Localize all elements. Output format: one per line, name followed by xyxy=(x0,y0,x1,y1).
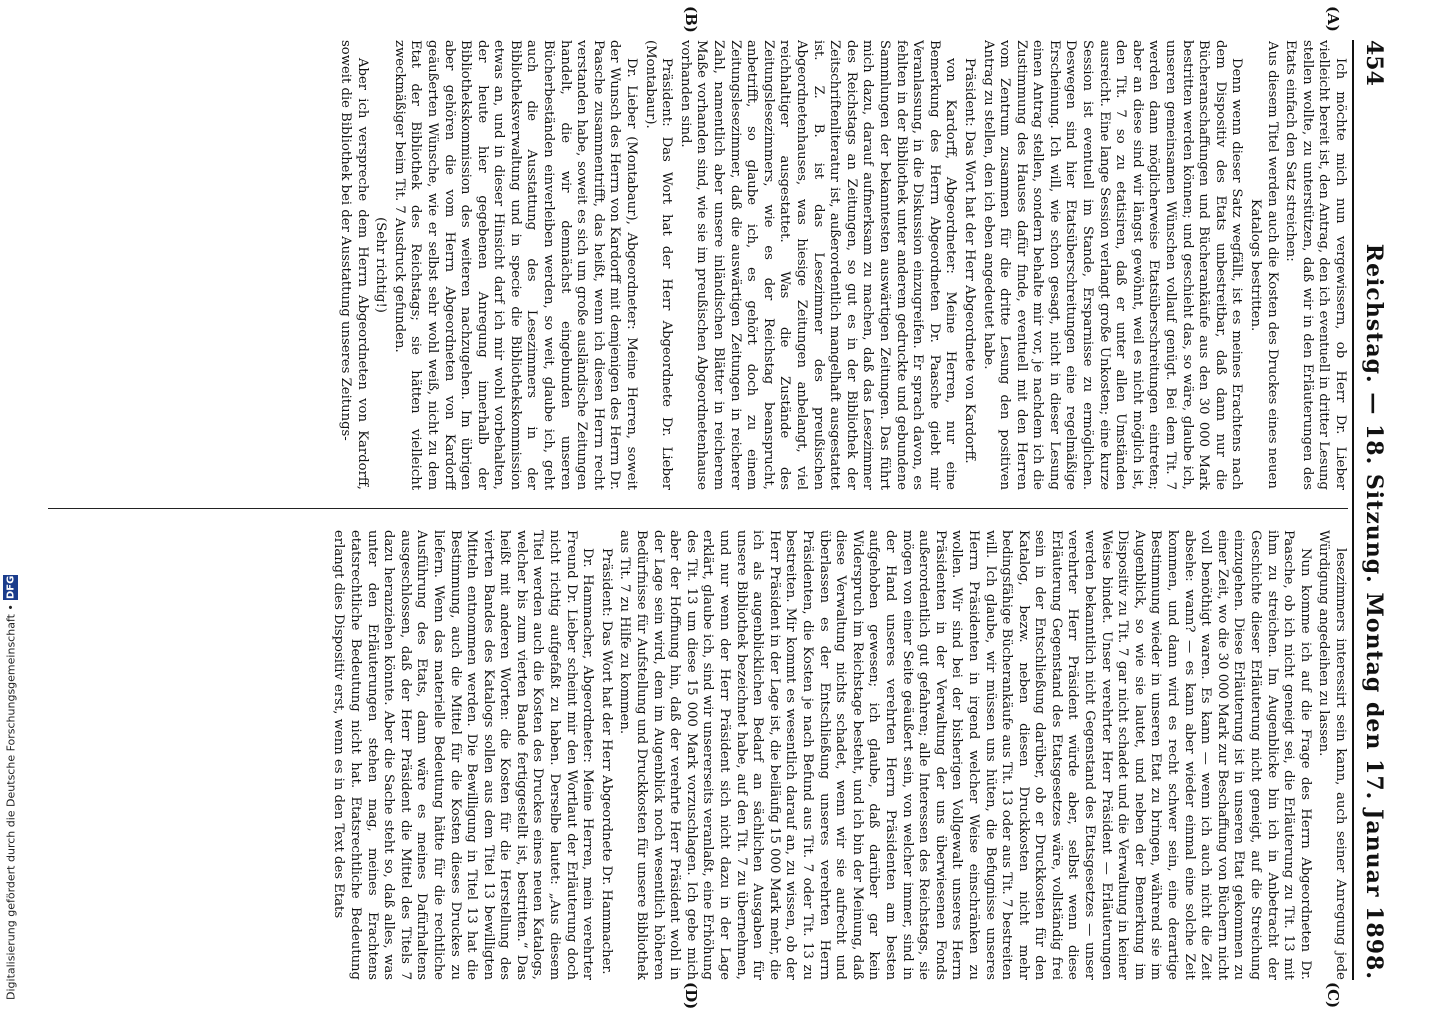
digitization-credit xyxy=(0,0,22,1000)
column-divider xyxy=(48,508,1348,509)
page-number: 454 xyxy=(1361,40,1387,86)
paragraph: Denn wenn dieser Satz wegfällt, ist es meines Erachtens nach dem Dispositiv des Etats unbestreitbar, daß dann nur die Bücheranschaffungen und Bücherankäufe aus den 30 000 Mark bestritten werden können; und geschieht das, so wäre, glaube ich, unseren gemeinsamen Wünschen vollauf genügt. Bei dem Tit. 7 werden dann möglicherweise Etatsüberschreitungen eintreten; aber an diese sind wir längst gewöhnt, weil es nicht möglich ist, den Tit. 7 so zu etatisiren, daß er unter allen Umständen ausreicht. Eine lange Session verlangt große Unkosten; eine kurze Session ist eventuell im Stande, Ersparnisse zu ermöglichen. Deswegen sind hier Etatsüberschreitungen eine regelmäßige Erscheinung. Ich will, wie schon gesagt, nicht in dieser Lesung einen Antrag stellen, sondern behalte mir vor, je nachdem ich die Zustimmung des Hauses dafür finde, eventuell mit den Herren vom Zentrum zusammen für die dritte Lesung den positiven Antrag zu stellen, den ich eben angedeutet habe. xyxy=(980,40,1245,490)
margin-marker-d: (D) xyxy=(682,982,700,1009)
dfg-logo: DFG xyxy=(5,575,17,600)
margin-marker-b: (B) xyxy=(682,6,700,33)
speaker-paragraph: Präsident: Das Wort hat der Herr Abgeordnete Dr. Hammacher. xyxy=(598,548,614,975)
paragraph: Ich möchte mich nun vergewissern, ob Herr Dr. Lieber vielleicht bereit ist, den Antrag, den ich eventuell in dritter Lesung stellen wollte, zu unterstützen, daß wir in den Erläuterungen des Etats einfach den Satz streichen: xyxy=(1283,40,1348,490)
paragraph: Dr. Hammacher, Abgeordneter: Meine Herren, mein verehrter Freund Dr. Lieber scheint mir den Wortlaut der Erläuterung doch nicht richtig aufgefaßt zu haben. Derselbe lautet: „Aus diesem Titel werden auch die Kosten des Druckes eines neuen Katalogs, welcher bis zum vierten Bande fertiggestellt ist, bestritten.“ Das heißt mit anderen Worten: die Kosten für die Herstellung des vierten Bandes des Katalogs sollen aus dem Titel 13 bewilligten Mitteln entnommen werden. Die Bewilligung in Titel 13 hat die Bestimmung, auch die Mittel für die Kosten dieses Druckes zu liefern. Wenn das materielle Bedeutung hätte für die rechtliche Ausführung des Etats, dann wäre es meines Dafürhaltens ausgeschlossen, daß der Herr Präsident die Mittel des Titels 7 dazu heranziehen könnte. Aber die Sache steht so, daß alles, was unter den Erläuterungen stehen mag, meines Erachtens etatsrechtliche Bedeutung nicht hat. Etatsrechtliche Bedeutung erlangt dies Dispositiv erst, wenn es in den Text des Etats xyxy=(331,530,596,980)
right-column xyxy=(48,530,1348,980)
paragraph: Aber ich verspreche dem Herrn Abgeordneten von Kardorff, soweit die Bibliothek bei der Ausstattung unseres Zeitungs- xyxy=(337,40,370,490)
credit-text: Digitalisierung gefördert durch die Deutsche Forschungsgemeinschaft • xyxy=(4,604,18,1000)
speaker-paragraph: Präsident: Das Wort hat der Herr Abgeordnete von Kardorff. xyxy=(961,58,977,464)
quoted-line: Aus diesem Titel werden auch die Kosten des Druckes eines neuen Katalogs bestritten. xyxy=(1248,41,1280,489)
margin-marker-c: (C) xyxy=(1324,982,1342,1009)
paragraph: von Kardorff, Abgeordneter: Meine Herren, nur eine Bemerkung des Herrn Abgeordneten Dr. Paasche giebt mir Veranlassung, in die Diskussion einzugreifen. Er sprach davon, es fehlten in der Bibliothek unter anderem gedruckte und gebundene Sammlungen der bekanntesten auswärtigen Zeitungen. Das führt mich dazu, darauf aufmerksam zu machen, daß das Lesezimmer des Reichstags an Zeitungen, so gut es in der Bibliothek der Zeitschriftenliteratur ist, außerordentlich mangelhaft ausgestattet ist. Z. B. ist das Lesezimmer des preußischen Abgeordnetenhauses, was hiesige Zeitungen anbelangt, viel reichhaltiger ausgestattet. Was die Zustände des Zeitungslesezimmers, wie es der Reichstag beansprucht, anbetrifft, so glaube ich, es gehört doch zu einem Zeitungslesezimmer, daß die auswärtigen Zeitungen in reicherer Zahl, namentlich aber unsere inländischen Blätter in reicherem Maße vorhanden sind, wie sie im preußischen Abgeordnetenhause vorhanden sind. xyxy=(677,40,959,490)
page-title: Reichstag. — 18. Sitzung. Montag den 17. Januar 1898. xyxy=(1361,243,1387,980)
margin-marker-a: (A) xyxy=(1324,6,1342,32)
page-header xyxy=(1352,40,1394,980)
paragraph: lesezimmers interessirt sein kann, auch seiner Anregung jede Würdigung angedeihen zu lassen. xyxy=(1316,530,1348,980)
interjection: (Sehr richtig!) xyxy=(373,217,389,313)
paragraph: Dr. Lieber (Montabaur), Abgeordneter: Meine Herren, soweit der Wunsch des Herrn von Kardorff mit demjenigen des Herrn Dr. Paasche zusammentrifft, das heißt, wenn ich diesen Herrn recht verstanden habe, soweit es sich um große ausländische Zeitungen handelt, die wir demnächst eingebunden unseren Bücherbeständen einverleiben werden, so weit, glaube ich, geht auch die Ausstattung des Lesezimmers in der Bibliotheksverwaltung und in specie die Bibliothekskommission etwas an, und in dieser Hinsicht darf ich mir wohl vorbehalten, der heute hier gegebenen Anregung innerhalb der Bibliothekskommission des weiteren nachzugehen. Im übrigen aber gehören die vom Herrn Abgeordneten von Kardorff geäußerten Wünsche, wie er selbst sehr wohl weiß, nicht zu dem Etat der Bibliothek des Reichstags; sie hätten vielleicht zweckmäßiger beim Tit. 7 Ausdruck gefunden. xyxy=(391,40,640,490)
paragraph: Nun komme ich auf die Frage des Herrn Abgeordneten Dr. Paasche, ob ich nicht geneigt sei, die Erläuterung zu Tit. 13 mit ihm zu streichen. Im Augenblicke bin ich in Anbetracht der Geschichte dieser Erläuterung nicht geneigt, auf die Streichung einzugehen. Diese Erläuterung ist in unseren Etat gekommen zu einer Zeit, wo die 30 000 Mark zur Beschaffung von Büchern nicht voll benöthigt waren. Es kann — wenn ich auch nicht die Zeit absehe: wann? — es kann aber wieder einmal eine solche Zeit kommen, und dann wird es recht schwer sein, eine derartige Bestimmung wieder in unseren Etat zu bringen, während sie im Augenblick, so wie sie lautet, und neben der Bemerkung im Dispositiv zu Tit. 7 gar nicht schadet und die Verwaltung in keiner Weise bindet. Unser verehrter Herr Präsident — Erläuterungen werden bekanntlich nicht Gegenstand des Etatsgesetzes — unser verehrter Herr Präsident würde aber, selbst wenn diese Erläuterung Gegenstand des Etatsgesetzes wäre, vollständig frei sein in der Entschließung darüber, ob er Druckkosten für den Katalog, bezw. neben diesen Druckkosten nicht mehr bedingsfähige Bücherankäufe aus Tit. 13 oder aus Tit. 7 bestreiten will. Ich glaube, wir müssen uns hüten, die Befugnisse unseres Herrn Präsidenten in irgend welcher Weise einschränken zu wollen. Wir sind bei der bisherigen Vollgewalt unseres Herrn Präsidenten in der Verwaltung der uns überwiesenen Fonds außerordentlich gut gefahren; alle Interessen des Reichstags, sie mögen von einer Seite geäußert sein, von welcher immer, sind in der Hand unseres verehrten Herrn Präsidenten am besten aufgehoben gewesen; ich glaube, daß darüber gar kein Widerspruch im Reichstage besteht, und ich bin der Meinung, daß diese Verwaltung nichts schadet, wenn wir sie aufrecht und überlassen es der Entschließung unseres verehrten Herrn Präsidenten, die Kosten je nach Befund aus Tit. 7 oder Tit. 13 zu bestreiten. Mir kommt es wesentlich darauf an, zu wissen, ob der Herr Präsident in der Lage ist, die beiläufig 15 000 Mark mehr, die ich als augenblicklichen Bedarf an sächlichen Ausgaben für unsere Bibliothek bezeichnet habe, auf den Tit. 7 zu übernehmen, und nur wenn der Herr Präsident sich nicht dazu in der Lage erklärt, glaube ich, sind wir unsererseits veranlaßt, eine Erhöhung des Tit. 13 um diese 15 000 Mark vorzuschlagen. Ich gebe mich aber der Hoffnung hin, daß der verehrte Herr Präsident wohl in der Lage sein wird, dem im Augenblick noch wesentlich höheren Bedürfnisse für Aufstellung und Druckkosten für unsere Bibliothek aus Tit. 7 zu Hilfe zu kommen. xyxy=(617,530,1313,980)
speaker-paragraph: Präsident: Das Wort hat der Herr Abgeordnete Dr. Lieber (Montabaur). xyxy=(642,40,675,490)
left-column xyxy=(48,40,1348,490)
